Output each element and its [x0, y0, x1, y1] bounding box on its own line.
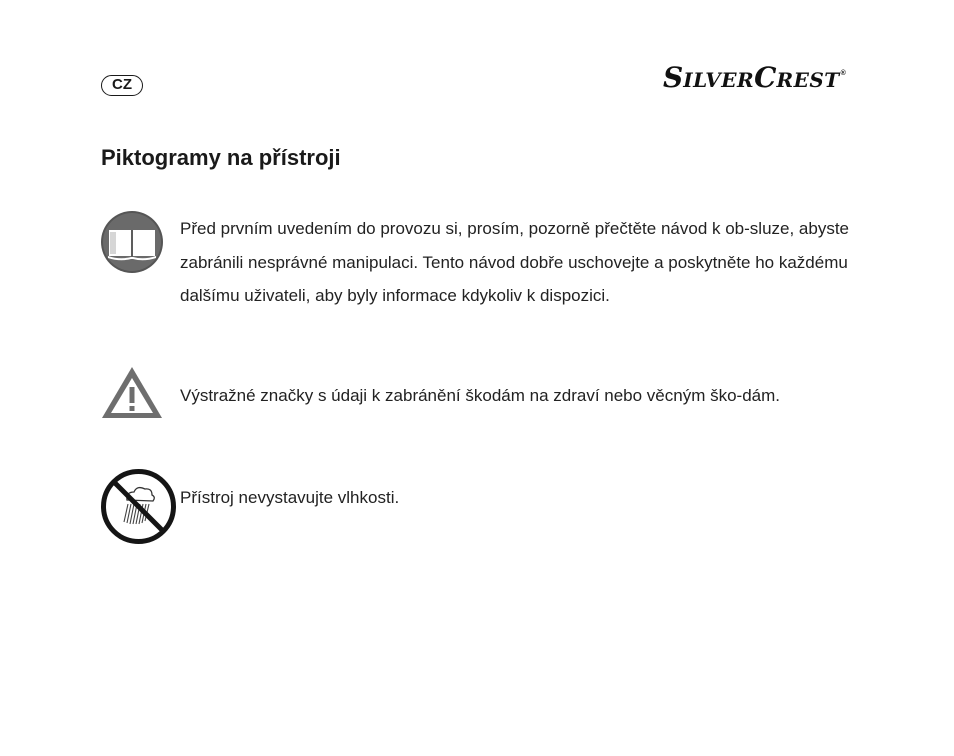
pictogram-description-moisture: Přístroj nevystavujte vlhkosti.	[180, 488, 400, 507]
pictogram-description-book: Před prvním uvedením do provozu si, prosím, pozorně přečtěte návod k ob-sluze, abyste zabránili nesprávné manipulaci. Tento návod dobře uschovejte a poskytněte ho každému dalšímu uživateli, aby byly informace kdykoliv k dispozici.	[180, 219, 850, 305]
brand-logo-rest-1: ILVER	[683, 68, 755, 92]
no-moisture-icon	[100, 468, 177, 545]
page-title: Piktogramy na přístroji	[101, 145, 341, 170]
pictogram-description-warning: Výstražné značky s údaji k zabránění škodám na zdraví nebo věcným ško-dám.	[180, 386, 781, 405]
brand-logo-rest-2: REST	[776, 68, 840, 92]
registered-mark: ®	[840, 70, 846, 77]
open-book-icon	[100, 210, 164, 274]
brand-logo-initial-2: C	[754, 61, 777, 94]
country-code-badge: CZ	[101, 75, 143, 96]
brand-logo-initial-1: S	[663, 61, 684, 94]
brand-logo	[663, 61, 858, 101]
warning-triangle-icon	[100, 364, 164, 420]
